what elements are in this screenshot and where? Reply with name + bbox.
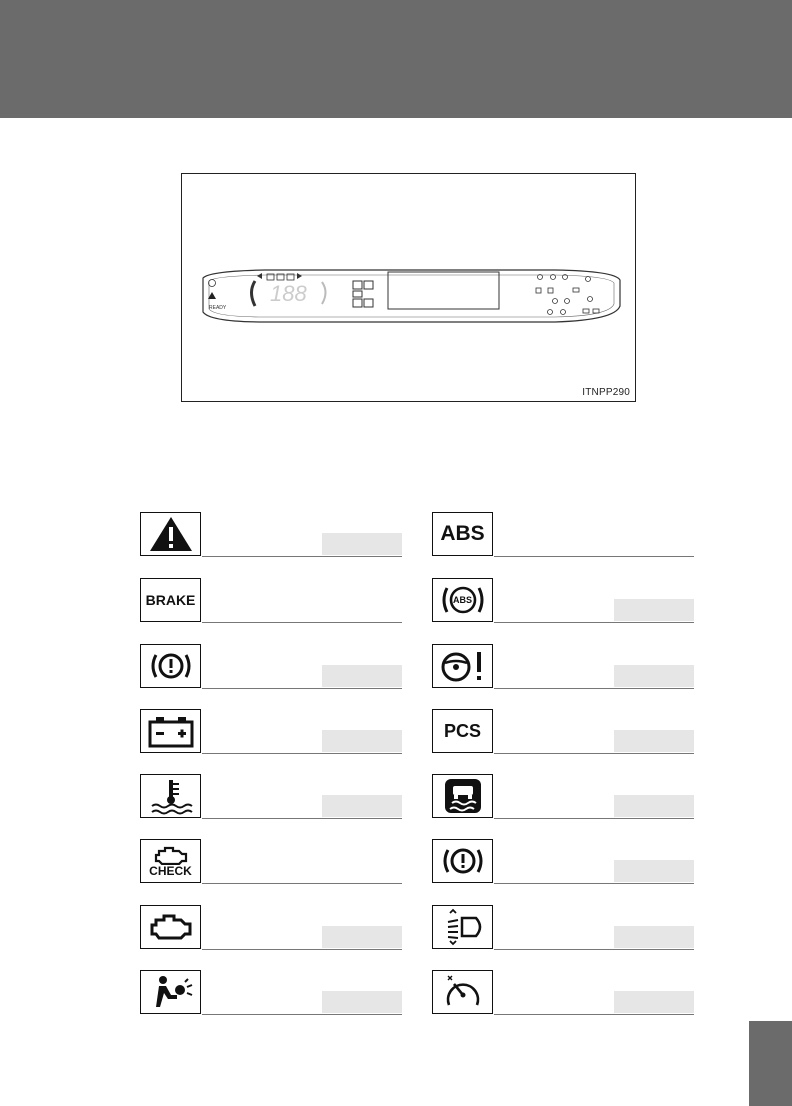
shaded-label [322,730,402,752]
indicator-row [140,970,402,1016]
indicator-row [432,970,694,1016]
abs-text: ABS [440,522,485,545]
engine-icon [140,905,201,949]
row-divider [202,753,402,754]
abs-circle-icon [432,578,493,622]
headlight-leveling-icon [432,905,493,949]
airbag-icon [140,970,201,1014]
shaded-label [614,795,694,817]
shaded-label [322,991,402,1013]
row-divider [494,753,694,754]
row-divider [494,556,694,557]
row-divider [494,688,694,689]
indicator-row [432,839,694,885]
slip-indicator-icon [432,774,493,818]
row-divider [202,622,402,623]
row-divider [202,949,402,950]
indicator-row [140,839,402,885]
brake-text-icon [140,578,201,622]
instrument-cluster-illustration [195,268,625,326]
row-divider [202,1014,402,1015]
shaded-label [614,665,694,687]
shaded-label [614,991,694,1013]
shaded-label [614,860,694,882]
row-divider [494,622,694,623]
indicator-row [140,644,402,690]
indicator-row [140,774,402,820]
shaded-label [322,533,402,555]
indicator-row [432,774,694,820]
pcs-text-icon [432,709,493,753]
abs-circle-text: ABS [452,595,472,605]
header-band [0,0,792,118]
row-divider [202,883,402,884]
instrument-cluster-figure [181,173,636,402]
shaded-label [614,926,694,948]
row-divider [494,883,694,884]
check-text: CHECK [149,864,192,878]
row-divider [202,688,402,689]
indicator-row [140,578,402,624]
indicator-row [432,644,694,690]
shaded-label [614,730,694,752]
shaded-label [322,665,402,687]
pcs-text: PCS [443,720,481,741]
row-divider [494,1014,694,1015]
indicator-row [140,905,402,951]
indicator-row [432,512,694,558]
row-divider [202,556,402,557]
row-divider [494,818,694,819]
row-divider [202,818,402,819]
steering-warning-icon [432,644,493,688]
chapter-tab [749,1021,792,1106]
check-engine-icon [140,839,201,883]
coolant-temp-icon [140,774,201,818]
indicator-row [140,709,402,755]
row-divider [494,949,694,950]
figure-code: ITNPP290 [582,387,630,398]
shaded-label [614,599,694,621]
indicator-row [432,905,694,951]
shaded-label [322,795,402,817]
abs-text-icon [432,512,493,556]
indicator-row [432,709,694,755]
svg-text:188: 188 [270,281,307,306]
brake-circle-icon [432,839,493,883]
svg-text:READY: READY [209,305,227,311]
master-warning-icon [140,512,201,556]
brake-text: BRAKE [145,592,196,608]
shaded-label [322,926,402,948]
brake-circle-icon [140,644,201,688]
indicator-row [140,512,402,558]
indicator-row [432,578,694,624]
battery-icon [140,709,201,753]
cruise-control-icon [432,970,493,1014]
